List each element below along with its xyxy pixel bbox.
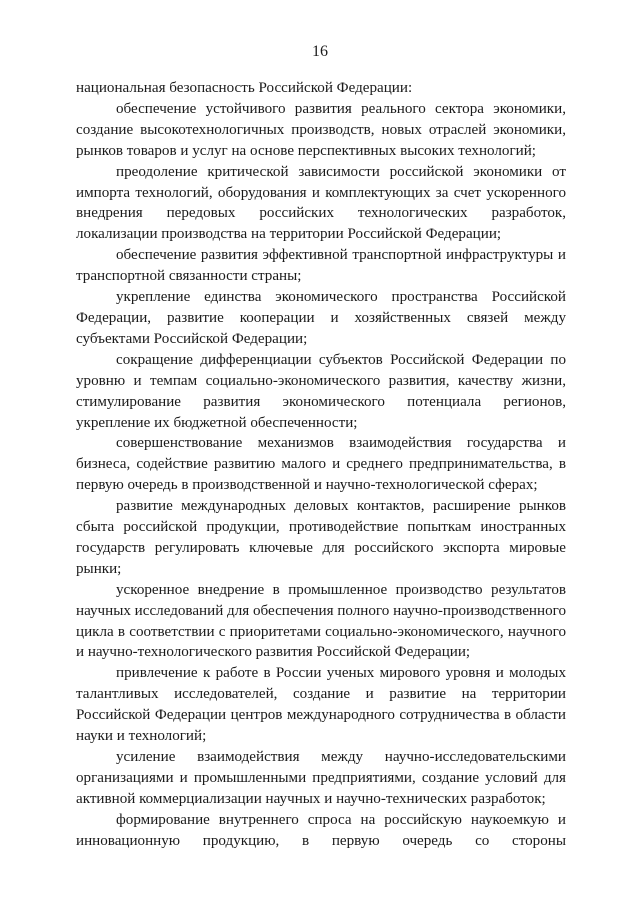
paragraph: привлечение к работе в России ученых мирового уровня и молодых талантливых исследователей, создание и развитие на территории Российской Федерации центров международного сотрудничества в области науки и технологий; xyxy=(76,665,566,745)
paragraph: ускоренное внедрение в промышленное производство результатов научных исследований для обеспечения полного научно-производственного цикла в соответствии с приоритетами социально-экономического, научного и научно-технологического развития Российской Федерации; xyxy=(76,581,566,661)
paragraph: сокращение дифференциации субъектов Российской Федерации по уровню и темпам социально-экономического развития, качеству жизни, стимулирование развития экономического потенциала регионов, укрепление их бюджетной обеспеченности; xyxy=(76,351,566,431)
paragraph: усиление взаимодействия между научно-исследовательскими организациями и промышленными предприятиями, создание условий для активной коммерциализации научных и научно-технических разработок; xyxy=(76,749,566,807)
paragraph: обеспечение развития эффективной транспортной инфраструктуры и транспортной связанности страны; xyxy=(76,247,566,285)
paragraph-continued: формирование внутреннего спроса на российскую наукоемкую и инновационную продукцию, в первую очередь со стороны xyxy=(76,811,566,849)
page-number: 16 xyxy=(312,43,328,60)
paragraph: национальная безопасность Российской Федерации: xyxy=(76,80,413,96)
paragraph: укрепление единства экономического пространства Российской Федерации, развитие кооперации и хозяйственных связей между субъектами Российской Федерации; xyxy=(76,289,566,347)
document-body xyxy=(76,78,566,852)
paragraph: преодоление критической зависимости российской экономики от импорта технологий, оборудования и комплектующих за счет ускоренного внедрения передовых российских технологических разработок, локализации производства на территории Российской Федерации; xyxy=(76,163,566,243)
paragraph: совершенствование механизмов взаимодействия государства и бизнеса, содействие развитию малого и среднего предпринимательства, в первую очередь в производственной и научно-технологической сферах; xyxy=(76,435,566,494)
paragraph: обеспечение устойчивого развития реального сектора экономики, создание высокотехнологичных производств, новых отраслей экономики, рынков товаров и услуг на основе перспективных высоких технологий; xyxy=(76,100,566,159)
paragraph: развитие международных деловых контактов, расширение рынков сбыта российской продукции, противодействие попыткам иностранных государств регулировать ключевые для российского экспорта мировые рынки; xyxy=(76,498,566,577)
